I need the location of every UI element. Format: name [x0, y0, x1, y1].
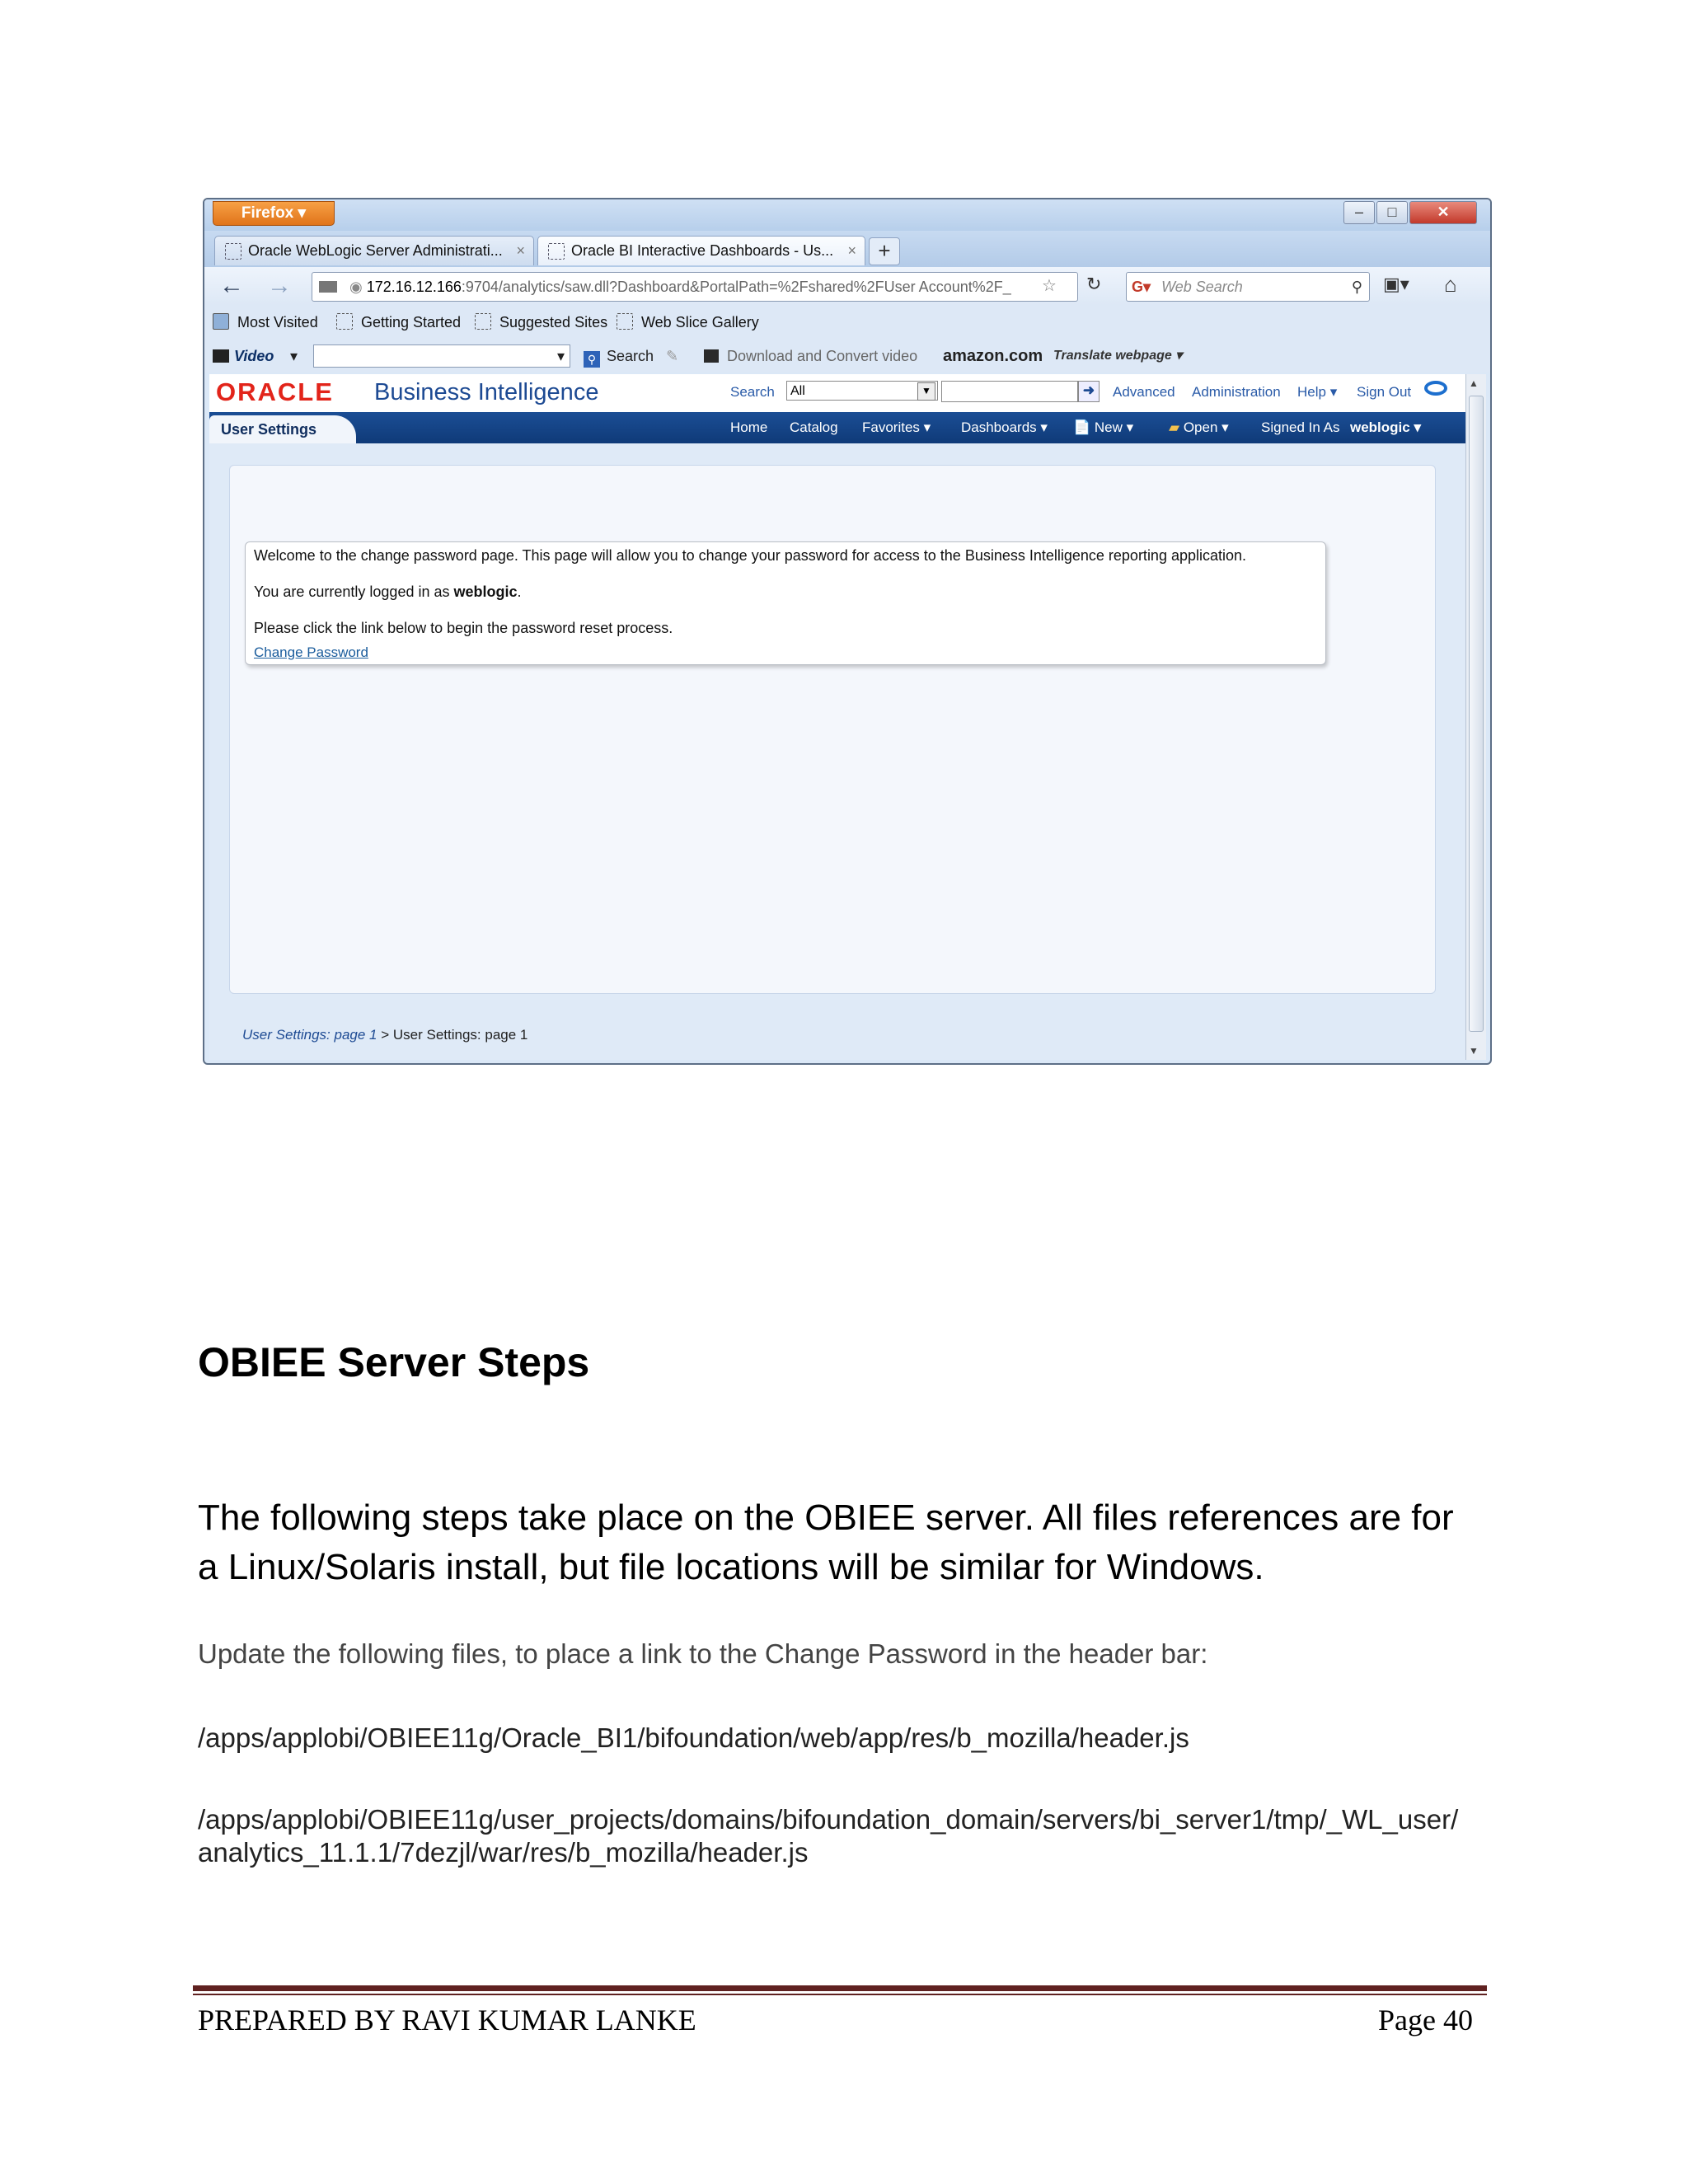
minimize-icon[interactable]: – — [1343, 201, 1375, 224]
video-dropdown-icon[interactable]: ▾ — [290, 348, 298, 364]
bookmarks-bar — [204, 305, 1490, 340]
nav-open-label: Open — [1183, 419, 1218, 435]
file-path-1: /apps/applobi/OBIEE11g/Oracle_BI1/bifoundation/web/app/res/b_mozilla/header.js — [198, 1722, 1189, 1753]
content-panel — [229, 465, 1436, 994]
file-path-2 — [198, 1803, 1517, 1869]
help-label: Help — [1297, 384, 1326, 400]
logged-in-prefix: You are currently logged in as — [254, 583, 450, 600]
help-menu[interactable]: Help ▾ — [1297, 384, 1338, 400]
folder-open-icon: ▰ — [1169, 419, 1180, 435]
url-path: :9704/analytics/saw.dll?Dashboard&PortalPath=%2Fshared%2FUser Account%2F_ — [461, 279, 1011, 295]
globe-icon: ◉ — [349, 279, 363, 295]
tab-weblogic[interactable] — [214, 236, 534, 265]
reload-icon[interactable]: ↻ — [1086, 274, 1102, 294]
bookmark-icon — [336, 313, 353, 330]
scroll-thumb[interactable] — [1469, 396, 1484, 1032]
logged-in-suffix: . — [517, 583, 522, 600]
bookmark-label: Suggested Sites — [499, 314, 608, 330]
oracle-logo: ORACLE — [216, 377, 334, 406]
page-icon — [548, 243, 565, 260]
tab-bi-dashboards[interactable] — [537, 236, 865, 265]
search-scope-select[interactable] — [786, 381, 938, 401]
new-tab-icon[interactable]: + — [869, 237, 900, 265]
amazon-button[interactable] — [943, 340, 1043, 373]
obiee-header — [209, 374, 1465, 412]
intro-paragraph: The following steps take place on the OBIEE server. All files references are for a Linux/Solaris install, but file locations will be similar for Windows. — [198, 1497, 1454, 1587]
new-icon: 📄 — [1073, 419, 1091, 435]
header-search-label: Search — [730, 384, 775, 400]
welcome-text: Welcome to the change password page. This page will allow you to change your password for access to the Business Intelligence reporting application. — [254, 547, 1247, 564]
bookmark-suggested-sites[interactable] — [475, 305, 607, 340]
footer-rule-thick — [193, 1985, 1487, 1991]
advanced-link[interactable]: Advanced — [1113, 384, 1175, 400]
home-icon[interactable]: ⌂ — [1444, 272, 1457, 297]
vertical-scrollbar[interactable] — [1465, 374, 1486, 1060]
folder-icon — [319, 281, 337, 293]
nav-favorites-label: Favorites — [862, 419, 920, 435]
scroll-up-icon[interactable]: ▲ — [1469, 377, 1479, 389]
star-icon[interactable]: ☆ — [1042, 277, 1057, 295]
search-go-icon[interactable]: ➜ — [1078, 381, 1100, 402]
addon-toolbar — [204, 340, 1490, 373]
logged-in-text — [254, 583, 522, 601]
header-search-input[interactable] — [941, 381, 1078, 402]
user-menu[interactable]: weblogic ▾ — [1350, 419, 1421, 435]
breadcrumb-separator: > — [381, 1027, 390, 1043]
file-path-2-line-2: analytics_11.1.1/7dezjl/war/res/b_mozilla/header.js — [198, 1837, 809, 1868]
bookmark-web-slice-gallery[interactable] — [617, 305, 759, 340]
sign-out-link[interactable]: Sign Out — [1357, 384, 1412, 400]
tab-strip — [204, 231, 1490, 267]
toolbar-search-label: Search — [607, 348, 654, 364]
translate-label: Translate webpage — [1053, 349, 1172, 363]
close-icon[interactable]: ✕ — [1409, 201, 1477, 224]
footer-rule-thin — [193, 1994, 1487, 1995]
search-placeholder: Web Search — [1161, 279, 1243, 295]
video-select-arrow-icon[interactable]: ▾ — [557, 348, 565, 364]
search-icon[interactable]: ⚲ — [1351, 279, 1362, 295]
nav-open[interactable]: ▰ Open ▾ — [1169, 419, 1229, 435]
navigation-bar — [204, 267, 1490, 305]
change-password-message — [245, 541, 1326, 665]
obiee-app — [209, 374, 1465, 1060]
bookmark-most-visited[interactable] — [213, 305, 318, 340]
obiee-content — [209, 443, 1465, 1060]
bookmark-icon — [617, 313, 633, 330]
forward-icon[interactable]: → — [267, 272, 292, 299]
bookmark-label: Web Slice Gallery — [641, 314, 759, 330]
user-settings-tab[interactable]: User Settings — [209, 415, 356, 443]
nav-dashboards[interactable]: Dashboards ▾ — [961, 419, 1048, 435]
logged-in-user: weblogic — [453, 583, 518, 600]
breadcrumb — [242, 1027, 528, 1043]
bookmark-icon — [475, 313, 491, 330]
tab-close-icon[interactable]: × — [847, 242, 856, 259]
scroll-down-icon[interactable]: ▼ — [1469, 1045, 1479, 1057]
browser-screenshot — [203, 198, 1492, 1065]
amazon-label: amazon.com — [943, 347, 1043, 365]
instruction-text: Please click the link below to begin the password reset process. — [254, 620, 673, 636]
firefox-menu-label: Firefox — [241, 204, 294, 222]
download-label: Download and Convert video — [727, 348, 918, 364]
footer-page-number: Page 40 — [1378, 2004, 1473, 2036]
signed-in-user: weblogic — [1350, 419, 1410, 435]
bookmark-icon — [213, 313, 229, 330]
url-bar[interactable] — [312, 272, 1078, 302]
maximize-icon[interactable]: □ — [1376, 201, 1408, 224]
nav-new[interactable]: 📄 New ▾ — [1073, 419, 1134, 435]
toolbar-search-button[interactable] — [584, 340, 654, 373]
tab-label: Oracle BI Interactive Dashboards - Us... — [571, 242, 834, 259]
update-instruction: Update the following files, to place a link to the Change Password in the header bar: — [198, 1638, 1208, 1669]
download-icon — [704, 349, 719, 363]
bookmarks-menu-icon[interactable]: ▣▾ — [1383, 274, 1409, 294]
firefox-menu-button[interactable]: Firefox ▾ — [213, 201, 335, 226]
nav-catalog[interactable]: Catalog — [790, 419, 838, 435]
administration-link[interactable]: Administration — [1192, 384, 1281, 400]
obiee-nav-strip — [209, 412, 1465, 443]
video-icon — [213, 349, 229, 363]
video-select[interactable] — [313, 344, 570, 368]
highlighter-icon[interactable]: ✎ — [666, 348, 679, 364]
change-password-link[interactable]: Change Password — [254, 644, 368, 660]
download-video-button[interactable] — [704, 340, 917, 373]
breadcrumb-link[interactable]: User Settings: page 1 — [242, 1027, 377, 1043]
signed-in-label: Signed In As — [1261, 419, 1340, 435]
bi-title: Business Intelligence — [374, 379, 599, 405]
section-heading: OBIEE Server Steps — [198, 1339, 590, 1385]
chevron-down-icon: ▼ — [917, 382, 935, 401]
breadcrumb-current: User Settings: page 1 — [392, 1027, 528, 1043]
search-scope-value: All — [790, 384, 805, 398]
footer-author: PREPARED BY RAVI KUMAR LANKE — [198, 2004, 696, 2036]
back-icon[interactable]: ← — [219, 272, 244, 299]
file-path-2-line-1: /apps/applobi/OBIEE11g/user_projects/domains/bifoundation_domain/servers/bi_server1/tmp/_WL_user/ — [198, 1804, 1459, 1835]
video-label: Video — [234, 348, 274, 364]
search-engine-icon[interactable]: G▾ — [1132, 279, 1151, 295]
web-search-box[interactable] — [1126, 272, 1370, 302]
page-icon — [225, 243, 241, 260]
bookmark-label: Most Visited — [237, 314, 318, 330]
nav-favorites[interactable]: Favorites ▾ — [862, 419, 931, 435]
bookmark-getting-started[interactable] — [336, 305, 461, 340]
search-icon: ⚲ — [584, 351, 600, 368]
title-bar — [204, 199, 1490, 231]
oracle-o-icon — [1424, 381, 1447, 396]
tab-label: Oracle WebLogic Server Administrati... — [248, 242, 503, 259]
translate-button[interactable]: Translate webpage ▾ — [1053, 349, 1183, 363]
url-host: 172.16.12.166 — [366, 279, 462, 295]
nav-new-label: New — [1094, 419, 1123, 435]
nav-home[interactable]: Home — [730, 419, 768, 435]
nav-dashboards-label: Dashboards — [961, 419, 1037, 435]
bookmark-label: Getting Started — [361, 314, 462, 330]
video-button[interactable] — [213, 340, 274, 373]
tab-close-icon[interactable]: × — [516, 242, 525, 259]
